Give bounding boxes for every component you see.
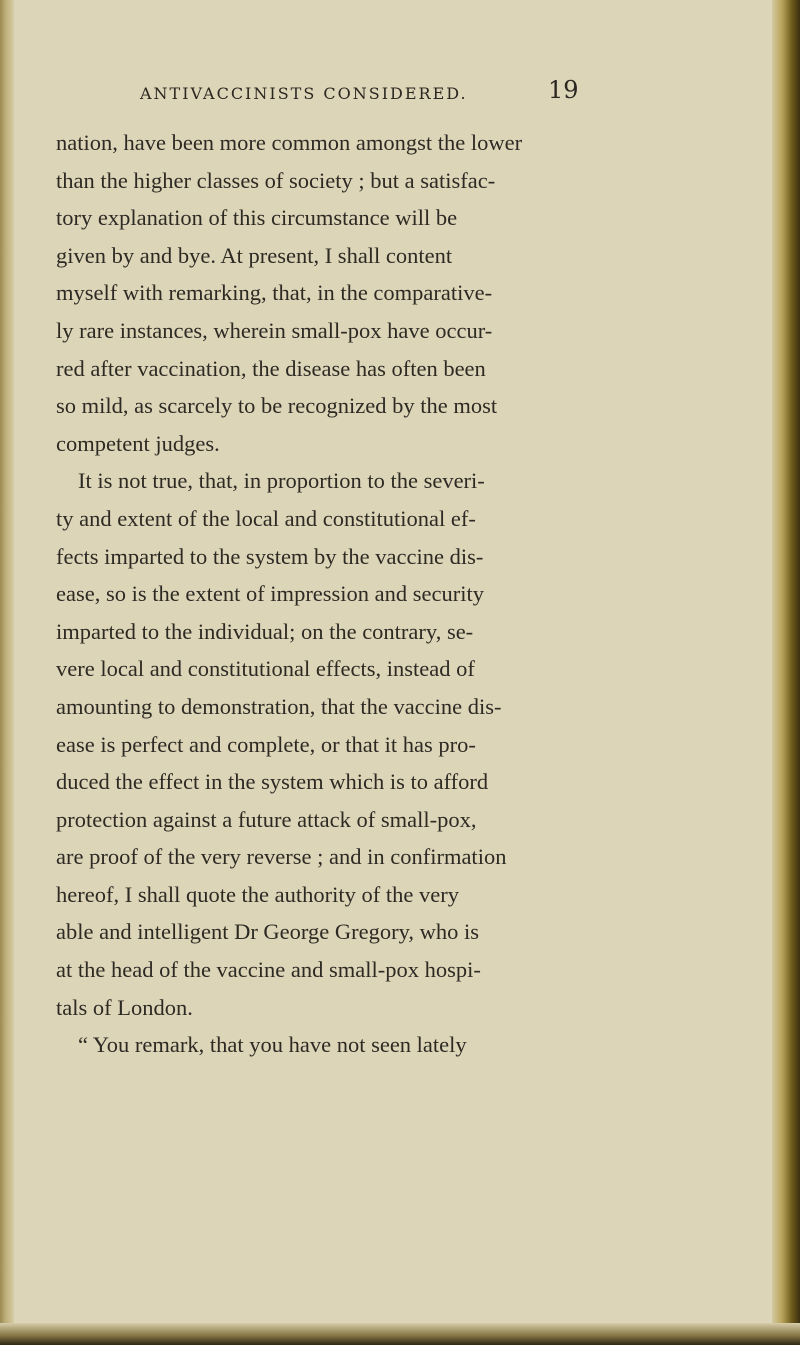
text-line: red after vaccination, the disease has often been xyxy=(56,355,486,381)
text-line: nation, have been more common amongst the lower xyxy=(56,130,523,155)
text-line: duced the effect in the system which is to afford xyxy=(56,769,489,795)
text-line: myself with remarking, that, in the comparative- xyxy=(56,280,493,306)
quotation-start-line: “ You remark, that you have not seen lately xyxy=(78,1032,467,1058)
page-bottom-edge xyxy=(0,1323,800,1345)
text-line: so mild, as scarcely to be recognized by the most xyxy=(56,393,498,419)
text-line: protection against a future attack of small-pox, xyxy=(56,806,477,832)
text-line: hereof, I shall quote the authority of the very xyxy=(56,881,459,907)
paragraph-start-line: It is not true, that, in proportion to the severi- xyxy=(78,468,485,494)
text-line: able and intelligent Dr George Gregory, who is xyxy=(56,919,480,945)
text-line: ease is perfect and complete, or that it has pro- xyxy=(56,731,476,757)
running-head-title: ANTIVACCINISTS CONSIDERED. xyxy=(140,84,468,103)
body-text xyxy=(56,124,616,1064)
text-line: at the head of the vaccine and small-pox hospi- xyxy=(56,957,481,983)
page-number: 19 xyxy=(548,76,579,104)
text-line: imparted to the individual; on the contrary, se- xyxy=(56,618,474,644)
text-line: given by and bye. At present, I shall content xyxy=(56,242,453,268)
text-line: ty and extent of the local and constitutional ef- xyxy=(56,505,476,531)
text-line: than the higher classes of society ; but a satisfac- xyxy=(56,167,496,193)
text-line: amounting to demonstration, that the vaccine dis- xyxy=(56,693,502,719)
text-line: tory explanation of this circumstance will be xyxy=(56,205,458,231)
text-line: tals of London. xyxy=(56,994,193,1020)
text-line: vere local and constitutional effects, instead of xyxy=(56,656,475,682)
text-line: ease, so is the extent of impression and security xyxy=(56,581,485,607)
page-gutter-shadow xyxy=(0,0,14,1345)
text-line: competent judges. xyxy=(56,430,220,456)
page-fore-edge xyxy=(772,0,800,1345)
text-line: are proof of the very reverse ; and in confirmation xyxy=(56,844,507,870)
text-line: ly rare instances, wherein small-pox have occur- xyxy=(56,317,493,343)
text-line: fects imparted to the system by the vaccine dis- xyxy=(56,543,484,569)
